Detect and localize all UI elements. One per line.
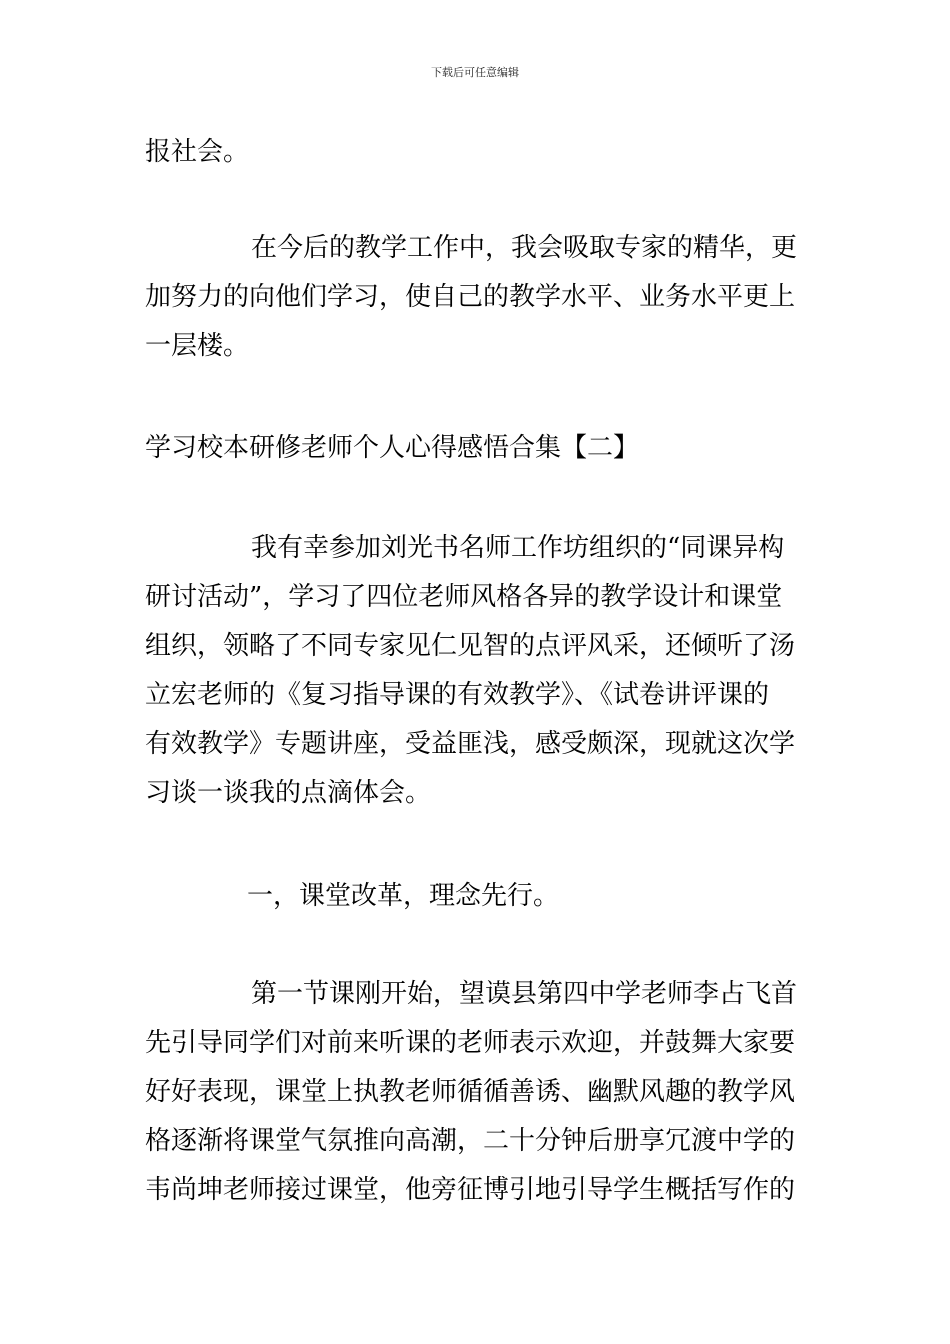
text-line: 研讨活动”，学习了四位老师风格各异的教学设计和课堂 <box>145 582 783 612</box>
text-line: 第一节课刚开始，望谟县第四中学老师李占飞首 <box>251 979 798 1009</box>
paragraph-first-lesson <box>145 970 810 1215</box>
text-line: 报社会。 <box>145 137 250 167</box>
text-line: 格逐渐将课堂气氛推向高潮，二十分钟后册享冗渡中学的 <box>145 1126 796 1156</box>
text-line: 有效教学》专题讲座，受益匪浅，感受颇深，现就这次学 <box>145 729 796 759</box>
text-line: 好好表现，课堂上执教老师循循善诱、幽默风趣的教学风 <box>145 1077 796 1107</box>
text-line: 我有幸参加刘光书名师工作坊组织的“同课异构 <box>251 533 785 563</box>
paragraph-closing-fragment <box>145 128 810 177</box>
text-line: 加努力的向他们学习，使自己的教学水平、业务水平更上 <box>145 282 796 312</box>
section-heading: 学习校本研修老师个人心得感悟合集【二】 <box>145 433 640 463</box>
subheading-point-one <box>145 872 810 921</box>
paragraph-future-work <box>145 224 810 371</box>
text-line: 先引导同学们对前来听课的老师表示欢迎，并鼓舞大家要 <box>145 1028 796 1058</box>
text-line: 韦尚坤老师接过课堂，他旁征博引地引导学生概括写作的 <box>145 1175 796 1205</box>
text-line: 在今后的教学工作中，我会吸取专家的精华，更 <box>251 233 798 263</box>
page-header: 下载后可任意编辑 <box>431 66 519 79</box>
text-line: 一层楼。 <box>145 331 250 361</box>
text-line: 立宏老师的《复习指导课的有效教学》、《试卷讲评课的 <box>145 680 770 710</box>
paragraph-activity-intro <box>145 524 810 818</box>
text-line: 习谈一谈我的点滴体会。 <box>145 778 432 808</box>
section-title <box>145 424 810 473</box>
text-line: 组织，领略了不同专家见仁见智的点评风采，还倾听了汤 <box>145 631 796 661</box>
subheading: 一，课堂改革，理念先行。 <box>247 881 560 911</box>
